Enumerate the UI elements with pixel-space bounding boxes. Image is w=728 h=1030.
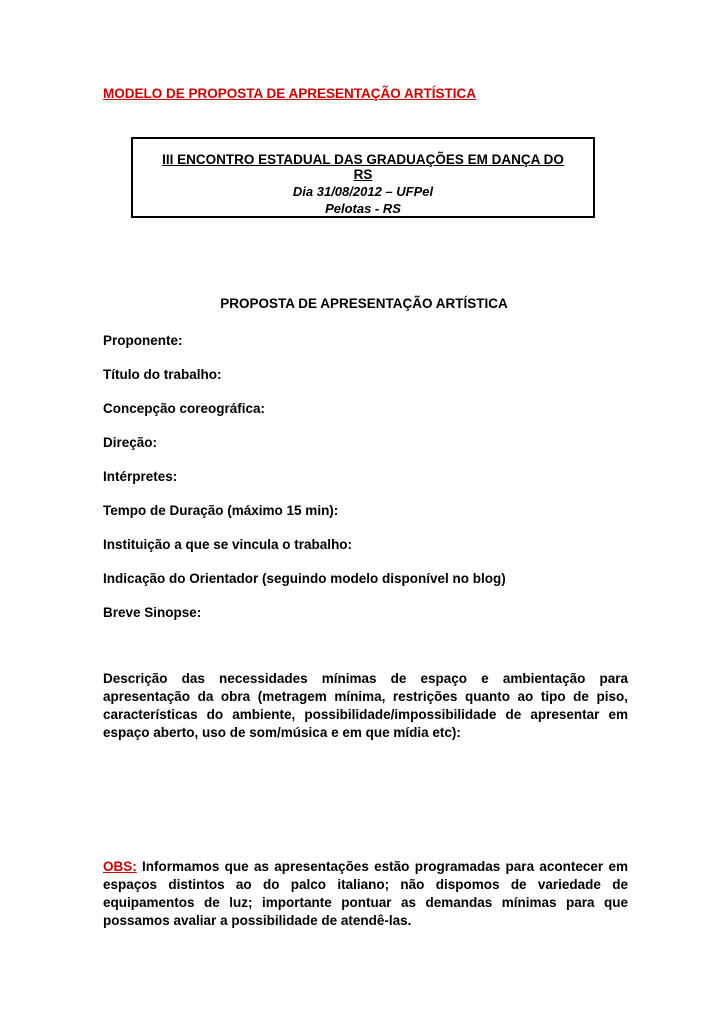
field-proponente: Proponente:	[103, 333, 183, 348]
field-concepcao: Concepção coreográfica:	[103, 401, 266, 416]
event-name-line1: III ENCONTRO ESTADUAL DAS GRADUAÇÕES EM DANÇA DO	[162, 152, 564, 167]
event-name-line2: RS	[353, 167, 373, 182]
field-instituicao: Instituição a que se vincula o trabalho:	[103, 537, 353, 552]
field-interpretes: Intérpretes:	[103, 469, 178, 484]
event-date: Dia 31/08/2012 – UFPel	[292, 184, 434, 199]
document-title: MODELO DE PROPOSTA DE APRESENTAÇÃO ARTÍSTICA	[103, 86, 477, 101]
event-location: Pelotas - RS	[325, 201, 401, 216]
field-sinopse: Breve Sinopse:	[103, 605, 202, 620]
obs-paragraph	[103, 858, 628, 930]
obs-label: OBS:	[103, 859, 137, 874]
field-tempo: Tempo de Duração (máximo 15 min):	[103, 503, 339, 518]
field-orientador: Indicação do Orientador (seguindo modelo disponível no blog)	[103, 571, 506, 586]
descricao-paragraph: Descrição das necessidades mínimas de espaço e ambientação para apresentação da obra (metragem mínima, restrições quanto ao tipo de piso, características do ambiente, possibilidade/impossibilidade de apresentar em espaço aberto, uso de som/música e em que mídia etc):	[103, 671, 628, 740]
section-title: PROPOSTA DE APRESENTAÇÃO ARTÍSTICA	[220, 296, 508, 311]
event-info-box	[131, 137, 595, 218]
field-titulo: Título do trabalho:	[103, 367, 222, 382]
obs-text: Informamos que as apresentações estão programadas para acontecer em espaços distintos ao do palco italiano; não dispomos de variedade de equipamentos de luz; importante pontuar as demandas mínimas para que possamos avaliar a possibilidade de atendê-las.	[103, 859, 628, 928]
field-direcao: Direção:	[103, 435, 158, 450]
